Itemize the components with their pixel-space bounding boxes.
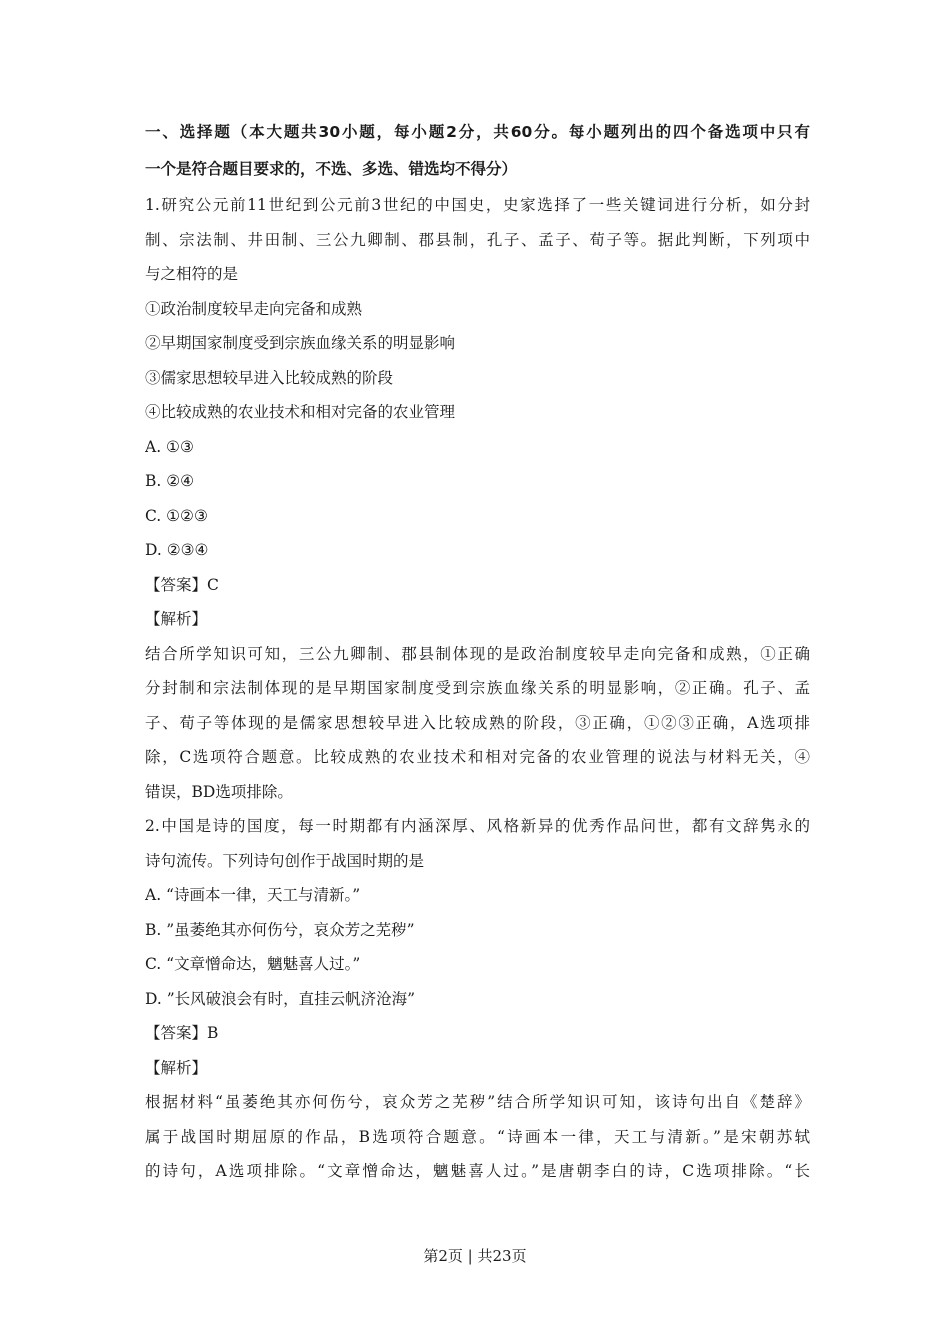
q1-analysis-line-4: 除，C选项符合题意。比较成熟的农业技术和相对完备的农业管理的说法与材料无关，④ (145, 748, 810, 766)
q1-option-a: A. ①③ (145, 437, 194, 456)
q1-statement-1: ①政治制度较早走向完备和成熟 (145, 299, 363, 318)
q1-statement-4: ④比较成熟的农业技术和相对完备的农业管理 (145, 403, 456, 421)
q1-analysis-line-3: 子、荀子等体现的是儒家思想较早进入比较成熟的阶段，③正确，①②③正确，A选项排 (145, 713, 810, 732)
q2-stem-line-2: 诗句流传。下列诗句创作于战国时期的是 (145, 851, 425, 870)
q2-analysis-label: 【解析】 (145, 1058, 208, 1077)
q2-option-d: D. ”长风破浪会有时，直挂云帆济沧海” (145, 989, 416, 1008)
q1-statement-3: ③儒家思想较早进入比较成熟的阶段 (145, 368, 394, 387)
q1-stem-line-1: 1.研究公元前11世纪到公元前3世纪的中国史，史家选择了一些关键词进行分析，如分封 (145, 196, 810, 214)
q2-analysis-line-3: 的诗句，A选项排除。“文章憎命达，魑魅喜人过。”是唐朝李白的诗，C选项排除。“长 (145, 1162, 810, 1180)
q1-analysis-label: 【解析】 (145, 610, 208, 628)
q2-stem-line-1: 2.中国是诗的国度，每一时期都有内涵深厚、风格新异的优秀作品问世，都有文辞隽永的 (145, 817, 810, 835)
q1-option-b: B. ②④ (145, 472, 195, 490)
q1-analysis-line-2: 分封制和宗法制体现的是早期国家制度受到宗族血缘关系的明显影响，②正确。孔子、孟 (145, 679, 810, 697)
q2-analysis-line-1: 根据材料“虽萎绝其亦何伤兮，哀众芳之芜秽”结合所学知识可知，该诗句出自《楚辞》 (145, 1093, 810, 1111)
q1-stem-line-2: 制、宗法制、井田制、三公九卿制、郡县制，孔子、孟子、荀子等。据此判断，下列项中 (145, 230, 810, 249)
q1-analysis-line-5: 错误，BD选项排除。 (145, 782, 293, 801)
q2-option-b: B. ”虽萎绝其亦何伤兮，哀众芳之芜秽” (145, 920, 415, 939)
q1-statement-2: ②早期国家制度受到宗族血缘关系的明显影响 (145, 334, 456, 352)
page-content (145, 114, 810, 1189)
section-heading-line-1: 一、选择题（本大题共30小题，每小题2分，共60分。每小题列出的四个备选项中只有 (145, 123, 810, 141)
q1-answer: 【答案】C (145, 575, 219, 594)
page-footer: 第2页 | 共23页 (423, 1247, 527, 1265)
q2-analysis-line-2: 属于战国时期屈原的作品，B选项符合题意。“诗画本一律，天工与清新。”是宋朝苏轼 (145, 1127, 810, 1146)
q1-option-c: C. ①②③ (145, 506, 208, 525)
q2-answer: 【答案】B (145, 1024, 219, 1042)
q2-option-c: C. “文章憎命达，魑魅喜人过。” (145, 955, 361, 973)
q1-option-d: D. ②③④ (145, 541, 209, 559)
q2-option-a: A. “诗画本一律，天工与清新。” (145, 886, 361, 904)
q1-stem-line-3: 与之相符的是 (145, 265, 239, 283)
section-heading-line-2: 一个是符合题目要求的，不选、多选、错选均不得分） (145, 160, 518, 178)
q1-analysis-line-1: 结合所学知识可知，三公九卿制、郡县制体现的是政治制度较早走向完备和成熟，①正确 (145, 644, 810, 663)
